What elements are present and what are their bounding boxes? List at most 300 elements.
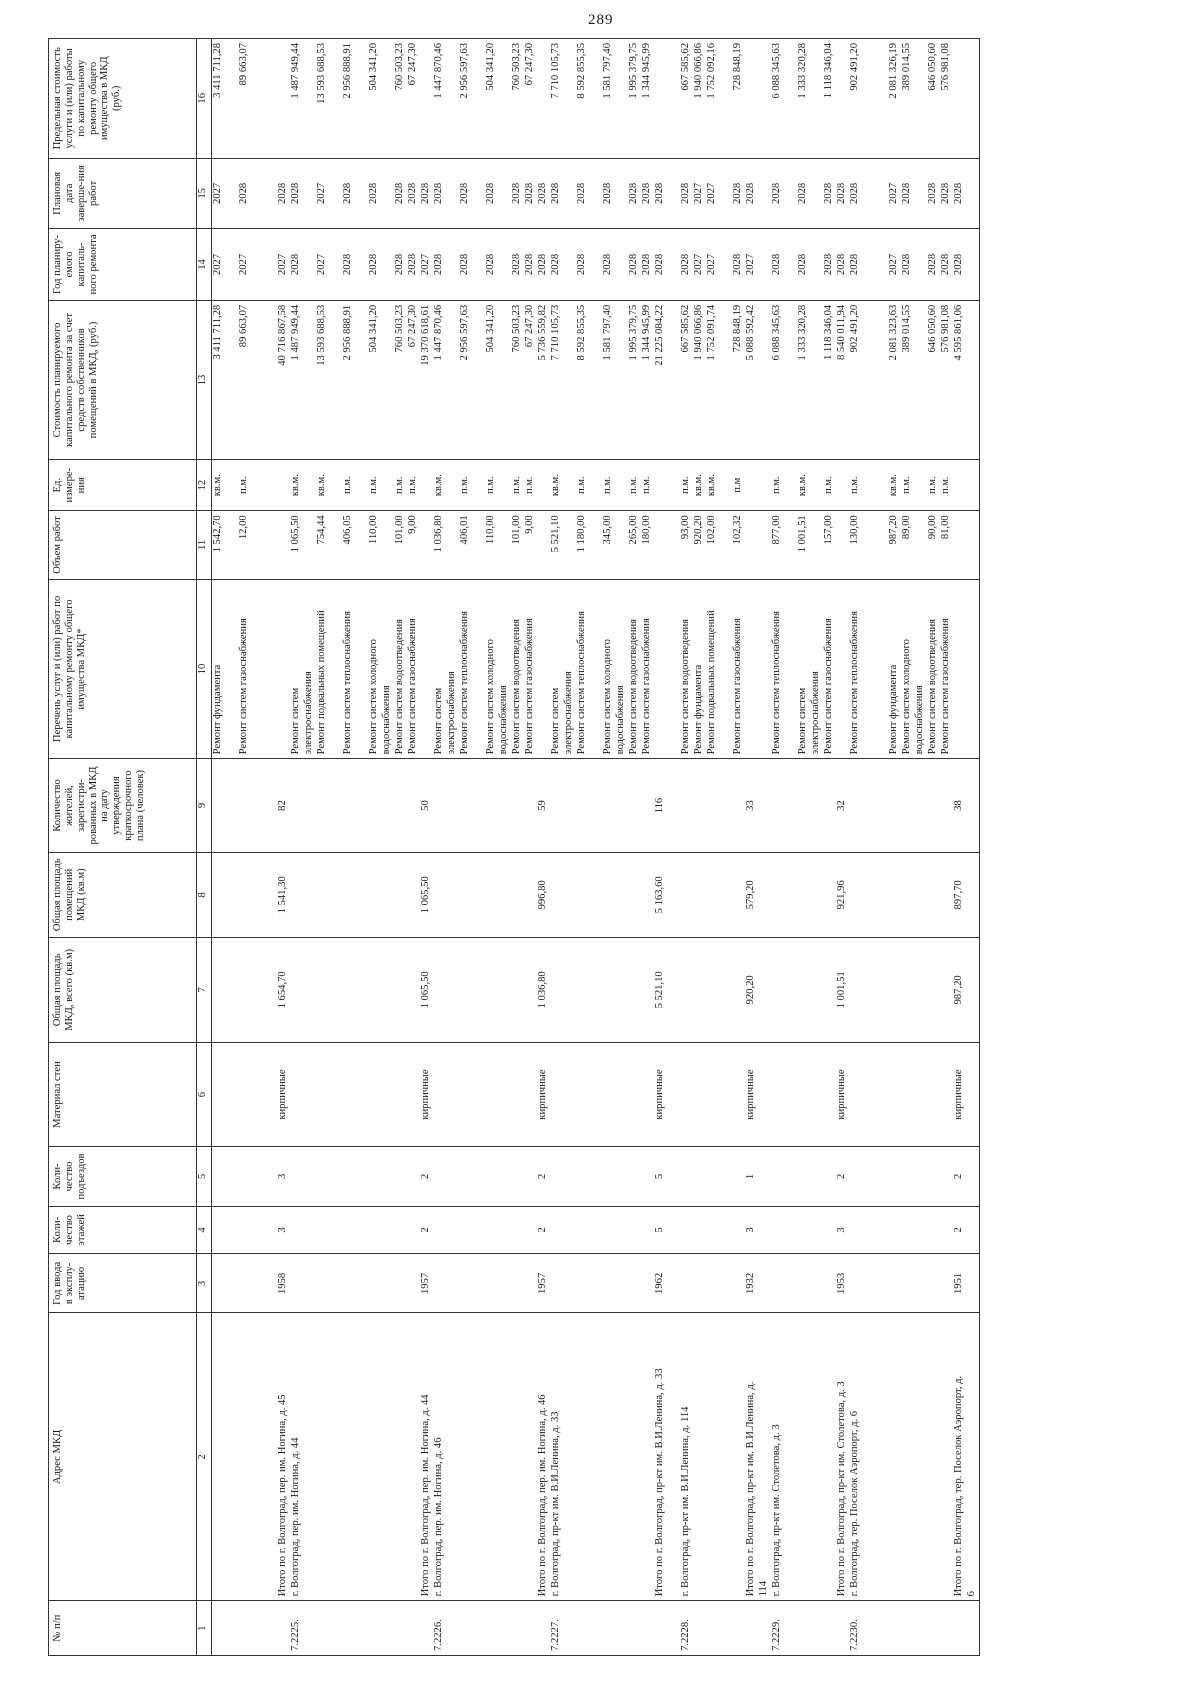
column-header-10: Перечень услуг и (или) работ по капитальному ремонту общего имущества МКД*	[49, 579, 197, 759]
cell-c13	[615, 300, 628, 459]
cell-c11	[225, 511, 238, 579]
cell-c3	[667, 1254, 680, 1313]
cell-c3: 1958	[277, 1254, 290, 1313]
cell-c4	[628, 1206, 641, 1254]
cell-c15: 2028	[459, 158, 472, 229]
cell-c9: 50	[420, 759, 433, 852]
cell-c11: 12,00	[238, 511, 251, 579]
cell-c14	[381, 229, 394, 301]
cell-c8	[810, 852, 823, 937]
cell-c4: 2	[953, 1206, 966, 1254]
cell-c11	[615, 511, 628, 579]
cell-c12	[862, 460, 875, 511]
cell-c16: 1 344 945,99	[641, 39, 654, 159]
cell-c12: кв.м.	[316, 460, 329, 511]
cell-c4: 3	[836, 1206, 849, 1254]
cell-c9	[732, 759, 745, 852]
cell-c7	[706, 938, 719, 1043]
cell-c10	[719, 579, 732, 759]
cell-c2	[901, 1313, 914, 1601]
cell-c10: водоснабжения	[914, 579, 927, 759]
table-row	[433, 39, 446, 1656]
cell-c9	[875, 759, 888, 852]
cell-c11: 406,05	[342, 511, 355, 579]
cell-c15: 2028	[368, 158, 381, 229]
cell-c6	[290, 1042, 303, 1147]
cell-c9	[303, 759, 316, 852]
cell-c7	[589, 938, 602, 1043]
cell-c11: 110,00	[368, 511, 381, 579]
cell-c3	[342, 1254, 355, 1313]
cell-c4	[771, 1206, 784, 1254]
cell-c9	[524, 759, 537, 852]
cell-c12	[563, 460, 576, 511]
cell-c14: 2027	[420, 229, 433, 301]
cell-c6	[901, 1042, 914, 1147]
cell-c12	[277, 460, 290, 511]
cell-c2: Итого по г. Волгоград, пер. им. Ногина, д. 44	[420, 1313, 433, 1601]
cell-c2: Итого по г. Волгоград, тер. Поселок Аэропорт, д.	[953, 1313, 966, 1601]
cell-c2: Итого по г. Волгоград, пр-кт им. Столетова, д. 3	[836, 1313, 849, 1601]
cell-c11: 406,01	[459, 511, 472, 579]
cell-c12: п.м.	[940, 460, 953, 511]
cell-c15: 2028	[849, 158, 862, 229]
cell-c6	[849, 1042, 862, 1147]
cell-c7	[901, 938, 914, 1043]
cell-c13: 7 710 105,73	[550, 300, 563, 459]
cell-c5	[433, 1147, 446, 1206]
cell-c1	[875, 1601, 888, 1656]
cell-c8	[823, 852, 836, 937]
cell-c14: 2028	[342, 229, 355, 301]
cell-c10: Ремонт систем холодного	[485, 579, 498, 759]
cell-c14: 2028	[433, 229, 446, 301]
cell-c15: 2028	[680, 158, 693, 229]
table-row	[823, 39, 836, 1656]
cell-c6	[238, 1042, 251, 1147]
cell-c13: 1 118 346,04	[823, 300, 836, 459]
cell-c15	[784, 158, 797, 229]
cell-c6	[316, 1042, 329, 1147]
cell-c7	[446, 938, 459, 1043]
cell-c15	[472, 158, 485, 229]
cell-c14: 2028	[641, 229, 654, 301]
cell-c10: Ремонт систем теплоснабжения	[576, 579, 589, 759]
cell-c16	[966, 39, 980, 159]
cell-c3	[290, 1254, 303, 1313]
cell-c4	[914, 1206, 927, 1254]
cell-c9	[823, 759, 836, 852]
cell-c3: 1951	[953, 1254, 966, 1313]
cell-c15: 2028	[550, 158, 563, 229]
cell-c1	[927, 1601, 940, 1656]
cell-c11: 180,00	[641, 511, 654, 579]
cell-c14	[615, 229, 628, 301]
cell-c6	[966, 1042, 980, 1147]
cell-c10: Ремонт систем холодного	[602, 579, 615, 759]
cell-c11: 987,20	[888, 511, 901, 579]
cell-c16	[654, 39, 667, 159]
cell-c6	[693, 1042, 706, 1147]
table-row	[940, 39, 953, 1656]
cell-c6	[758, 1042, 771, 1147]
cell-c3	[550, 1254, 563, 1313]
cell-c6	[563, 1042, 576, 1147]
cell-c13: 8 540 011,94	[836, 300, 849, 459]
cell-c15: 2028	[342, 158, 355, 229]
cell-c10: Ремонт подвальных помещений	[706, 579, 719, 759]
cell-c7	[563, 938, 576, 1043]
cell-c10	[953, 579, 966, 759]
cell-c13: 728 848,19	[732, 300, 745, 459]
cell-c12: кв.м.	[212, 460, 226, 511]
cell-c1	[316, 1601, 329, 1656]
cell-c7	[368, 938, 381, 1043]
cell-c15	[563, 158, 576, 229]
cell-c3	[485, 1254, 498, 1313]
cell-c16	[537, 39, 550, 159]
cell-c4	[797, 1206, 810, 1254]
cell-c13: 5 088 592,42	[745, 300, 758, 459]
cell-c14	[875, 229, 888, 301]
cell-c3	[212, 1254, 226, 1313]
cell-c9	[615, 759, 628, 852]
cell-c1	[693, 1601, 706, 1656]
table-row	[355, 39, 368, 1656]
rotated-table-sheet	[48, 38, 1156, 1656]
cell-c10	[264, 579, 277, 759]
cell-c15: 2028	[433, 158, 446, 229]
cell-c11: 877,00	[771, 511, 784, 579]
table-row	[862, 39, 875, 1656]
cell-c15	[758, 158, 771, 229]
cell-c1	[355, 1601, 368, 1656]
cell-c8	[888, 852, 901, 937]
table-row	[446, 39, 459, 1656]
column-header-1: № п/п	[49, 1601, 197, 1656]
cell-c16: 1 581 797,40	[602, 39, 615, 159]
cell-c11	[836, 511, 849, 579]
cell-c2	[797, 1313, 810, 1601]
cell-c5	[316, 1147, 329, 1206]
cell-c10	[862, 579, 875, 759]
table-row	[511, 39, 524, 1656]
cell-c14: 2028	[940, 229, 953, 301]
cell-c2	[355, 1313, 368, 1601]
cell-c16: 504 341,20	[368, 39, 381, 159]
cell-c15: 2028	[836, 158, 849, 229]
cell-c15: 2027	[888, 158, 901, 229]
cell-c8: 996,80	[537, 852, 550, 937]
cell-c6: кирпичные	[420, 1042, 433, 1147]
cell-c9: 32	[836, 759, 849, 852]
table-row	[654, 39, 667, 1656]
cell-c11: 110,00	[485, 511, 498, 579]
cell-c16	[381, 39, 394, 159]
cell-c5	[498, 1147, 511, 1206]
cell-c3	[355, 1254, 368, 1313]
cell-c16: 1 995 379,75	[628, 39, 641, 159]
cell-c6	[680, 1042, 693, 1147]
cell-c10	[355, 579, 368, 759]
cell-c2	[940, 1313, 953, 1601]
cell-c10: электроснабжения	[446, 579, 459, 759]
cell-c14: 2027	[212, 229, 226, 301]
table-row	[472, 39, 485, 1656]
cell-c5	[446, 1147, 459, 1206]
cell-c10: Ремонт систем газоснабжения	[823, 579, 836, 759]
cell-c14: 2028	[654, 229, 667, 301]
cell-c5	[368, 1147, 381, 1206]
cell-c2	[888, 1313, 901, 1601]
cell-c2	[589, 1313, 602, 1601]
cell-c2	[628, 1313, 641, 1601]
cell-c16	[615, 39, 628, 159]
cell-c3	[615, 1254, 628, 1313]
cell-c12: п.м.	[368, 460, 381, 511]
cell-c11: 102,32	[732, 511, 745, 579]
cell-c16: 13 593 688,53	[316, 39, 329, 159]
table-row	[888, 39, 901, 1656]
cell-c13: 4 595 861,06	[953, 300, 966, 459]
column-header-14: Год планиру-емого капиталь-ного ремонта	[49, 229, 197, 301]
cell-c1	[628, 1601, 641, 1656]
cell-c9	[771, 759, 784, 852]
cell-c16	[264, 39, 277, 159]
cell-c9	[914, 759, 927, 852]
cell-c8	[849, 852, 862, 937]
cell-c5	[576, 1147, 589, 1206]
cell-c12: п.м.	[771, 460, 784, 511]
cell-c15: 2028	[420, 158, 433, 229]
cell-c14: 2028	[797, 229, 810, 301]
cell-c10	[329, 579, 342, 759]
cell-c3	[589, 1254, 602, 1313]
cell-c10: Ремонт систем водоотведения	[394, 579, 407, 759]
cell-c2	[641, 1313, 654, 1601]
cell-c11	[472, 511, 485, 579]
cell-c9	[862, 759, 875, 852]
cell-c7	[394, 938, 407, 1043]
cell-c11: 102,00	[706, 511, 719, 579]
cell-c7	[641, 938, 654, 1043]
cell-c3	[459, 1254, 472, 1313]
cell-c6	[940, 1042, 953, 1147]
cell-c16: 646 050,60	[927, 39, 940, 159]
table-row	[251, 39, 264, 1656]
cell-c9	[381, 759, 394, 852]
cell-c1	[394, 1601, 407, 1656]
cell-c13: 8 592 855,35	[576, 300, 589, 459]
cell-c4	[784, 1206, 797, 1254]
cell-c12: кв.м.	[888, 460, 901, 511]
cell-c16: 1 118 346,04	[823, 39, 836, 159]
cell-c6	[589, 1042, 602, 1147]
cell-c12: п.м.	[901, 460, 914, 511]
cell-c13: 40 716 867,58	[277, 300, 290, 459]
cell-c8	[290, 852, 303, 937]
cell-c4	[589, 1206, 602, 1254]
cell-c12: п.м.	[238, 460, 251, 511]
cell-c5	[875, 1147, 888, 1206]
cell-c16	[784, 39, 797, 159]
cell-c14	[303, 229, 316, 301]
cell-c8: 897,70	[953, 852, 966, 937]
cell-c5	[485, 1147, 498, 1206]
cell-c6	[472, 1042, 485, 1147]
cell-c16	[758, 39, 771, 159]
cell-c15	[810, 158, 823, 229]
cell-c6	[342, 1042, 355, 1147]
cell-c8	[732, 852, 745, 937]
cell-c16	[329, 39, 342, 159]
cell-c7	[316, 938, 329, 1043]
cell-c10: Ремонт систем	[433, 579, 446, 759]
cell-c12: п.м.	[511, 460, 524, 511]
cell-c16	[251, 39, 264, 159]
cell-c14: 2028	[368, 229, 381, 301]
cell-c13	[303, 300, 316, 459]
cell-c3	[407, 1254, 420, 1313]
cell-c9: 33	[745, 759, 758, 852]
cell-c13: 2 956 888,91	[342, 300, 355, 459]
table-row	[342, 39, 355, 1656]
cell-c6: кирпичные	[836, 1042, 849, 1147]
cell-c1	[303, 1601, 316, 1656]
cell-c13	[914, 300, 927, 459]
cell-c1	[472, 1601, 485, 1656]
cell-c7	[472, 938, 485, 1043]
cell-c2	[602, 1313, 615, 1601]
cell-c3	[680, 1254, 693, 1313]
cell-c8	[914, 852, 927, 937]
cell-c14	[758, 229, 771, 301]
cell-c13: 1 344 945,99	[641, 300, 654, 459]
cell-c5	[901, 1147, 914, 1206]
cell-c7	[290, 938, 303, 1043]
table-row	[485, 39, 498, 1656]
cell-c11: 157,00	[823, 511, 836, 579]
cell-c3	[433, 1254, 446, 1313]
table-row	[927, 39, 940, 1656]
cell-c12	[810, 460, 823, 511]
cell-c12: п.м.	[641, 460, 654, 511]
cell-c16: 67 247,30	[524, 39, 537, 159]
cell-c14: 2028	[901, 229, 914, 301]
cell-c13: 67 247,30	[407, 300, 420, 459]
cell-c16: 902 491,20	[849, 39, 862, 159]
table-row	[290, 39, 303, 1656]
cell-c2	[810, 1313, 823, 1601]
cell-c15: 2028	[485, 158, 498, 229]
cell-c2	[303, 1313, 316, 1601]
cell-c3	[940, 1254, 953, 1313]
cell-c7	[875, 938, 888, 1043]
cell-c3	[329, 1254, 342, 1313]
cell-c1	[589, 1601, 602, 1656]
column-number-5: 5	[197, 1147, 212, 1206]
cell-c6	[368, 1042, 381, 1147]
cell-c14: 2028	[485, 229, 498, 301]
cell-c10	[537, 579, 550, 759]
cell-c11	[667, 511, 680, 579]
cell-c12: п.м.	[823, 460, 836, 511]
cell-c3	[875, 1254, 888, 1313]
cell-c12: п.м	[732, 460, 745, 511]
cell-c15: 2028	[745, 158, 758, 229]
cell-c1	[264, 1601, 277, 1656]
cell-c4	[407, 1206, 420, 1254]
cell-c15: 2028	[641, 158, 654, 229]
cell-c13: 1 940 066,86	[693, 300, 706, 459]
cell-c1	[251, 1601, 264, 1656]
cell-c15	[329, 158, 342, 229]
column-header-9: Количество жителей, зарегистри-рованных в МКД на дату утверждения краткосрочного плана (человек)	[49, 759, 197, 852]
table-row	[563, 39, 576, 1656]
cell-c11	[277, 511, 290, 579]
cell-c1	[225, 1601, 238, 1656]
cell-c8	[264, 852, 277, 937]
cell-c11	[303, 511, 316, 579]
cell-c7	[628, 938, 641, 1043]
cell-c1: 7.2230.	[849, 1601, 862, 1656]
cell-c7	[459, 938, 472, 1043]
cell-c2	[225, 1313, 238, 1601]
cell-c8	[875, 852, 888, 937]
cell-c12: п.м.	[342, 460, 355, 511]
cell-c4	[693, 1206, 706, 1254]
cell-c1	[602, 1601, 615, 1656]
cell-c4: 5	[654, 1206, 667, 1254]
cell-c8	[498, 852, 511, 937]
cell-c10: Ремонт систем газоснабжения	[732, 579, 745, 759]
cell-c7	[342, 938, 355, 1043]
cell-c3	[251, 1254, 264, 1313]
cell-c16: 67 247,30	[407, 39, 420, 159]
table-row	[589, 39, 602, 1656]
cell-c6	[251, 1042, 264, 1147]
cell-c8	[758, 852, 771, 937]
cell-c16	[303, 39, 316, 159]
cell-c8	[407, 852, 420, 937]
cell-c10	[589, 579, 602, 759]
cell-c4	[901, 1206, 914, 1254]
cell-c5: 2	[537, 1147, 550, 1206]
cell-c3	[719, 1254, 732, 1313]
cell-c15: 2028	[576, 158, 589, 229]
cell-c7	[693, 938, 706, 1043]
cell-c8	[563, 852, 576, 937]
cell-c2	[368, 1313, 381, 1601]
cell-c14	[355, 229, 368, 301]
cell-c6	[927, 1042, 940, 1147]
cell-c7	[602, 938, 615, 1043]
cell-c2: г. Волгоград, пер. им. Ногина, д. 44	[290, 1313, 303, 1601]
cell-c16: 6 088 345,63	[771, 39, 784, 159]
column-number-1: 1	[197, 1601, 212, 1656]
cell-c9	[758, 759, 771, 852]
cell-c13: 576 981,08	[940, 300, 953, 459]
cell-c2	[212, 1313, 226, 1601]
cell-c14: 2028	[849, 229, 862, 301]
cell-c5	[628, 1147, 641, 1206]
cell-c13	[498, 300, 511, 459]
cell-c8	[459, 852, 472, 937]
cell-c11: 754,44	[316, 511, 329, 579]
cell-c2: Итого по г. Волгоград, пер. им. Ногина, д. 46	[537, 1313, 550, 1601]
cell-c6	[381, 1042, 394, 1147]
cell-c2	[511, 1313, 524, 1601]
